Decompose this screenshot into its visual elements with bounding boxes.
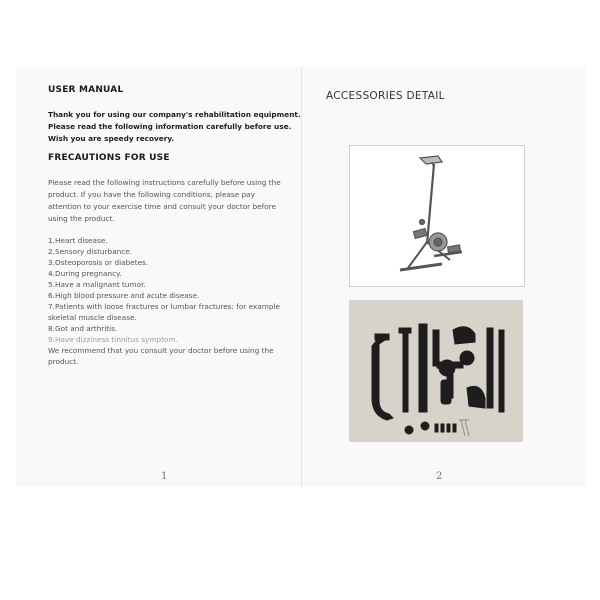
list-item: 1.Heart disease. xyxy=(48,236,108,245)
intro-line: Thank you for using our company's rehabilitation equipment. xyxy=(48,110,301,119)
intro-text xyxy=(48,109,301,145)
list-item: product. xyxy=(48,357,79,366)
precautions-line: Please read the following instructions carefully before using the xyxy=(48,178,281,187)
precautions-heading: FRECAUTIONS FOR USE xyxy=(48,153,170,163)
pedal-exerciser-illustration xyxy=(350,146,524,286)
intro-line: Wish you are speedy recovery. xyxy=(48,134,175,143)
page-number: 1 xyxy=(161,471,168,482)
list-item: 9.Have dizziness tinnitus symptom. xyxy=(48,335,178,344)
list-item: skeletal muscle disease. xyxy=(48,313,137,322)
precautions-line: using the product. xyxy=(48,214,115,223)
list-item: 5.Have a malignant tumor. xyxy=(48,280,146,289)
assembled-pedal-exerciser-diagram xyxy=(349,145,525,287)
user-manual-heading: USER MANUAL xyxy=(48,85,124,95)
list-item: 2.Sensory disturbance. xyxy=(48,247,133,256)
list-item: 8.Got and arthritis. xyxy=(48,324,118,333)
precautions-line: attention to your exercise time and consult your doctor before xyxy=(48,202,276,211)
conditions-list xyxy=(48,235,293,367)
parts-illustration xyxy=(349,300,523,442)
precautions-line: product. If you have the following conditions, please pay xyxy=(48,190,255,199)
intro-line: Please read the following information carefully before use. xyxy=(48,122,292,131)
unassembled-parts-photo xyxy=(349,300,523,442)
list-item: 4.During pregnancy. xyxy=(48,269,122,278)
list-item: 6.High blood pressure and acute disease. xyxy=(48,291,200,300)
accessories-title: ACCESSORIES DETAIL xyxy=(326,90,445,102)
manual-spread xyxy=(16,67,586,487)
precautions-paragraph xyxy=(48,177,288,225)
page-number: 2 xyxy=(436,471,443,482)
right-page xyxy=(302,67,586,487)
list-item: 7.Patients with loose fractures or lumbar fractures: for example xyxy=(48,302,281,311)
list-item: We recommend that you consult your doctor before using the xyxy=(48,346,274,355)
left-page xyxy=(16,67,302,487)
list-item: 3.Osteoporosis or diabetes. xyxy=(48,258,149,267)
